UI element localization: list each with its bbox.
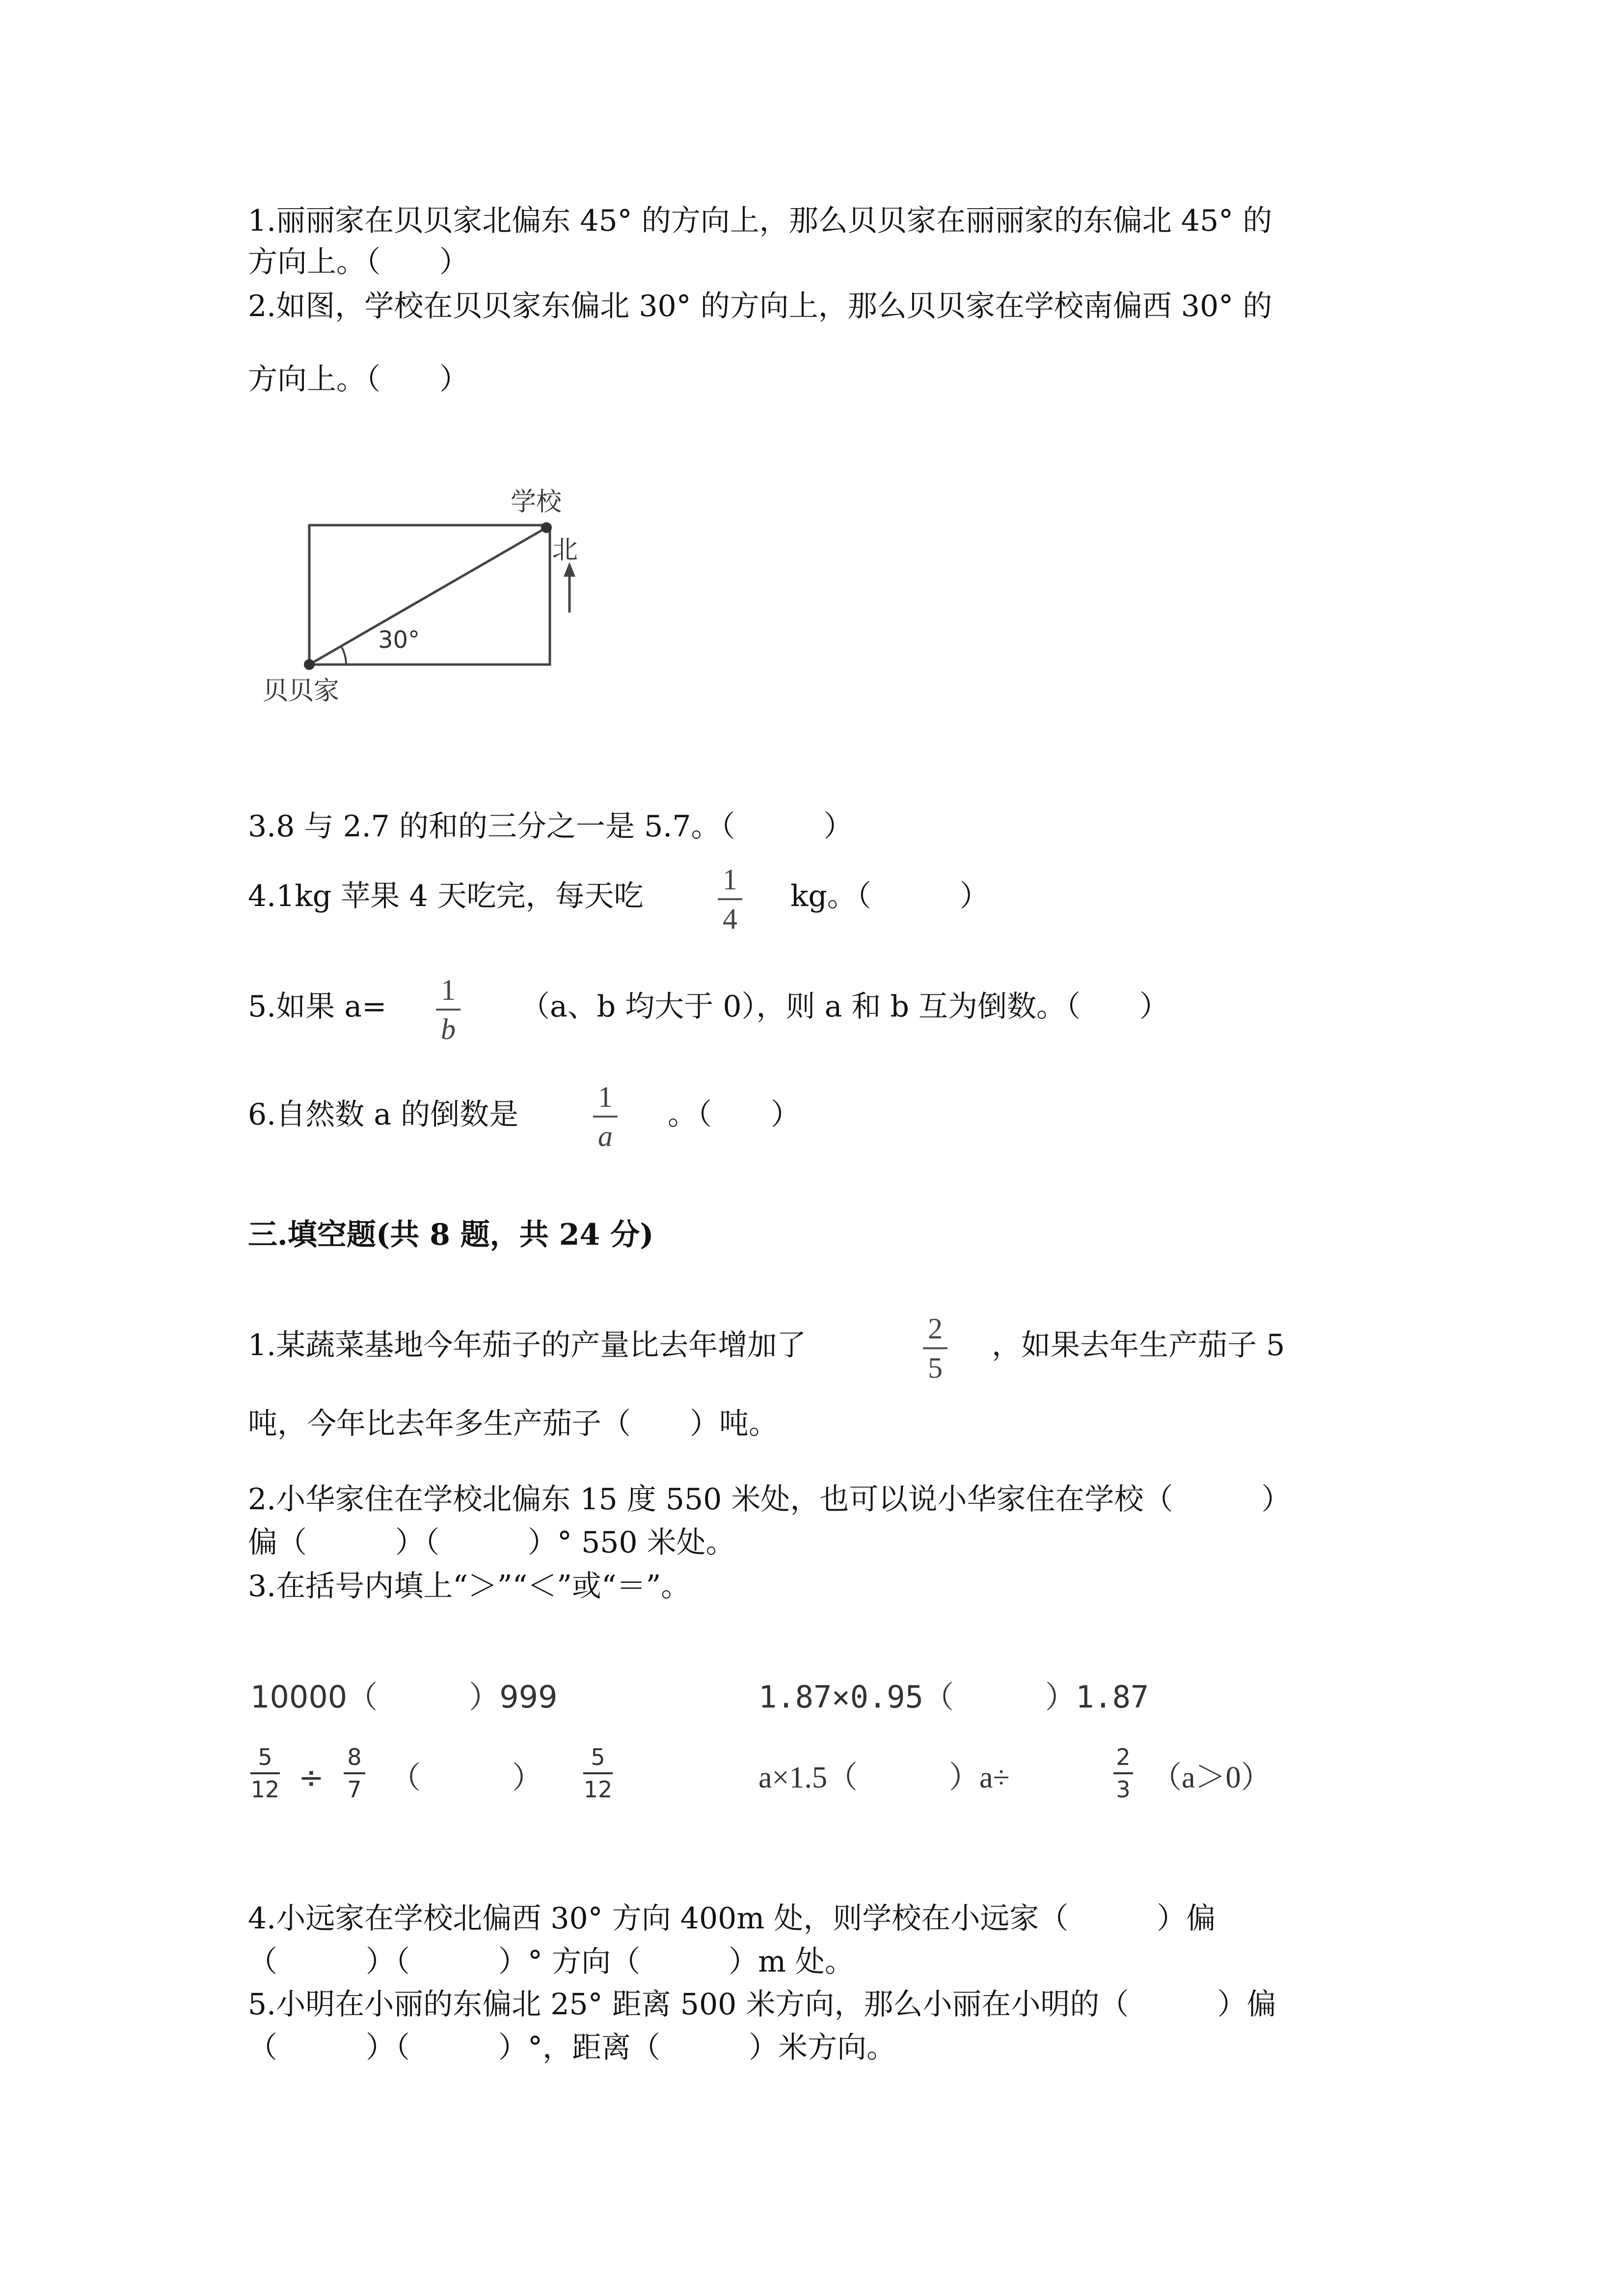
fill-q2-line1: 2.小华家住在学校北偏东 15 度 550 米处，也可以说小华家住在学校（ ） <box>248 1482 1291 1517</box>
north-label: 北 <box>552 535 578 565</box>
judge-q4-tail: kg。（ ） <box>790 879 989 913</box>
fraction-one-over-a <box>593 1081 618 1152</box>
fill-q3: 3.在括号内填上“＞”“＜”或“＝”。 <box>248 1569 691 1603</box>
fraction-denominator: 3 <box>1116 1776 1131 1803</box>
compare-b: 1.87×0.95（ ）1.87 <box>758 1679 1149 1715</box>
fraction-numerator: 5 <box>258 1744 272 1770</box>
judge-q2-line1: 2.如图，学校在贝贝家东偏北 30° 的方向上，那么贝贝家在学校南偏西 30° 的 <box>248 289 1272 323</box>
judge-q1-line1: 1.丽丽家在贝贝家北偏东 45° 的方向上，那么贝贝家在丽丽家的东偏北 45° 的 <box>248 204 1272 238</box>
fraction-bar <box>593 1116 618 1118</box>
school-point <box>541 522 552 533</box>
fraction-denominator: a <box>598 1120 613 1152</box>
fraction-bar <box>923 1347 947 1349</box>
fraction-numerator: 1 <box>723 863 737 896</box>
fill-q1-tail: ，如果去年生产茄子 5 <box>992 1328 1285 1362</box>
fraction-denominator: 12 <box>583 1776 613 1803</box>
judge-q6-tail: 。（ ） <box>668 1097 800 1132</box>
fill-q2-line2: 偏（ ）（ ）° 550 米处。 <box>248 1525 735 1560</box>
fraction-five-twelfths <box>250 1745 280 1802</box>
judge-q3: 3.8 与 2.7 的和的三分之一是 5.7。（ ） <box>248 809 853 844</box>
fraction-bar <box>436 1009 460 1011</box>
judge-q6-text: 6.自然数 a 的倒数是 <box>248 1097 519 1132</box>
fraction-numerator: 2 <box>1116 1744 1131 1770</box>
fraction-bar <box>1113 1772 1133 1774</box>
fraction-denominator: 5 <box>928 1352 943 1384</box>
compare-c-blank: （ ） <box>390 1760 543 1795</box>
angle-arc <box>341 646 346 665</box>
fraction-denominator: 7 <box>347 1776 362 1803</box>
fraction-one-quarter <box>718 864 742 934</box>
fraction-bar <box>344 1772 365 1774</box>
fraction-numerator: 8 <box>347 1744 362 1770</box>
fill-q5-line2: （ ）（ ）°，距离（ ）米方向。 <box>248 2030 896 2065</box>
fill-q4-line2: （ ）（ ）° 方向（ ）m 处。 <box>248 1945 855 1979</box>
fraction-bar <box>583 1772 613 1774</box>
school-label: 学校 <box>511 487 562 517</box>
section-heading: 三.填空题(共 8 题，共 24 分) <box>248 1218 654 1252</box>
home-label: 贝贝家 <box>263 676 340 706</box>
fraction-bar <box>250 1772 280 1774</box>
fraction-denominator: 4 <box>723 903 737 935</box>
fraction-numerator: 5 <box>591 1744 605 1770</box>
fraction-two-thirds <box>1113 1745 1133 1802</box>
fraction-bar <box>718 898 742 900</box>
fraction-numerator: 1 <box>598 1081 613 1113</box>
compare-d-text: a×1.5（ ）a÷ <box>758 1761 1010 1794</box>
judge-q5-text: 5.如果 a= <box>248 989 387 1024</box>
angle-label: 30° <box>378 626 420 654</box>
fraction-denominator: 12 <box>250 1776 280 1803</box>
figure-diagonal <box>309 528 546 665</box>
fraction-eight-sevenths <box>344 1745 365 1802</box>
fraction-numerator: 1 <box>441 974 456 1006</box>
fill-q1-line2: 吨，今年比去年多生产茄子（ ）吨。 <box>248 1407 778 1441</box>
fill-q5-line1: 5.小明在小丽的东偏北 25° 距离 500 米方向，那么小丽在小明的（ ）偏 <box>248 1987 1276 2022</box>
fraction-two-fifths <box>923 1313 947 1384</box>
judge-q2-line2: 方向上。（ ） <box>248 362 469 397</box>
direction-figure <box>255 481 609 717</box>
fraction-denominator: b <box>441 1013 456 1045</box>
home-point <box>304 659 315 670</box>
fill-q4-line1: 4.小远家在学校北偏西 30° 方向 400m 处，则学校在小远家（ ）偏 <box>248 1901 1216 1936</box>
judge-q5-tail: （a、b 均大于 0），则 a 和 b 互为倒数。（ ） <box>520 989 1169 1024</box>
divide-sign: ÷ <box>298 1760 324 1795</box>
judge-q4-text: 4.1kg 苹果 4 天吃完，每天吃 <box>248 879 644 913</box>
compare-a: 10000（ ）999 <box>250 1679 558 1715</box>
compare-d-tail: （a＞0） <box>1151 1761 1272 1794</box>
fill-q1-text: 1.某蔬菜基地今年茄子的产量比去年增加了 <box>248 1328 807 1362</box>
judge-q1-line2: 方向上。（ ） <box>248 245 469 279</box>
fraction-numerator: 2 <box>928 1312 943 1345</box>
fraction-five-twelfths-right <box>583 1745 613 1802</box>
fraction-one-over-b <box>436 974 460 1045</box>
